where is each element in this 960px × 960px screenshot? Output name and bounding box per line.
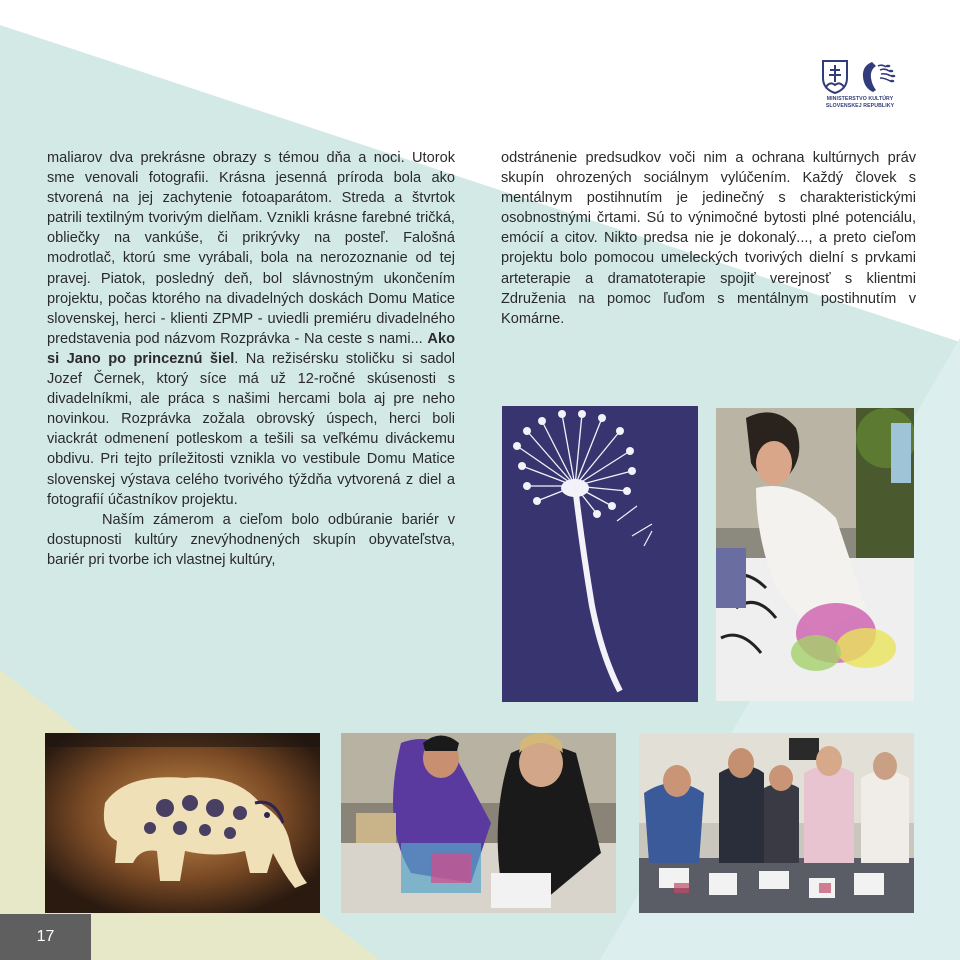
ministry-name <box>818 96 902 109</box>
dandelion-fabric-photo <box>502 406 698 702</box>
elephant-stencil-photo <box>45 733 320 913</box>
left-text-column <box>47 148 455 570</box>
play-title: Ako si Jano po princeznú šiel <box>47 330 455 367</box>
ministry-logo <box>818 60 902 120</box>
left-paragraph-2: Naším zámerom a cieľom bolo odbúranie bariér v dostupnosti kultúry znevýhodnených skupín obyvateľstva, bariér pri tvorbe ich vlastnej kultúry, <box>47 511 455 568</box>
ministry-line-2: SLOVENSKEJ REPUBLIKY <box>825 102 895 109</box>
right-paragraph-1: odstránenie predsudkov voči nim a ochrana kultúrnych práv skupín ohrozených sociálnym vylúčením. Každý človek s mentálnym postihnutím je jedinečný s charakteristickými osobnostnými črtami. Sú to výnimočné bytosti plné potenciálu, emócií a citov. Nikto predsa nie je dokonalý..., a preto cieľom projektu bolo pomocou umeleckých tvorivých dielní s prvkami arteterapie a dramatoterapie spojiť verejnosť s klientmi Združenia na pomoc ľuďom s mentálnym postihnutím v Komárne. <box>501 150 916 327</box>
ministry-line-1: MINISTERSTVO KULTÚRY <box>826 96 894 102</box>
left-paragraph-1-start: maliarov dva prekrásne obrazy s témou dňa a noci. Utorok sme venovali fotografii. Krásna jesenná príroda bola ako stvorená na jej zachytenie fotoaparátom. Streda a štvrtok patrili textilným tvorivým dielňam. Vznikli krásne farebné tričká, obliečky na vankúše, či prikrývky na posteľ. Falošná modrotlač, ktorú sme vyrábali, bola na nerozoznanie od tej pravej. Piatok, posledný deň, bol slávnostným ukončením projektu, počas ktorého na divadelných doskách Domu Matice slovenskej, herci - klienti ZPMP - uviedli premiéru divadelného predstavenia pod názvom Rozprávka - Na ceste s nami... <box>47 150 455 347</box>
left-paragraph-1-end: . Na režisérsku stoličku si sadol Jozef Černek, ktorý síce má už 12-ročné skúsenosti s divadelníkmi, ale práca s našimi hercami bola aj pre neho novinkou. Rozprávka zožala obrovský úspech, herci boli viackrát odmenení potleskom a tešili sa veľkému diváckemu obdivu. Pri tejto príležitosti vznikla vo vestibule Domu Matice slovenskej výstava celého tvorivého týždňa vytvorená z diel a fotografií účastníkov projektu. <box>47 350 455 508</box>
workshop-table-photo <box>341 733 616 913</box>
muse-profile-icon <box>858 60 898 94</box>
slovak-crest-icon <box>822 60 848 94</box>
right-text-column <box>501 148 916 329</box>
left-paragraph-1 <box>47 148 455 510</box>
page-number: 17 <box>0 914 91 960</box>
fabric-painting-photo <box>716 408 914 701</box>
participants-group-photo <box>639 733 914 913</box>
